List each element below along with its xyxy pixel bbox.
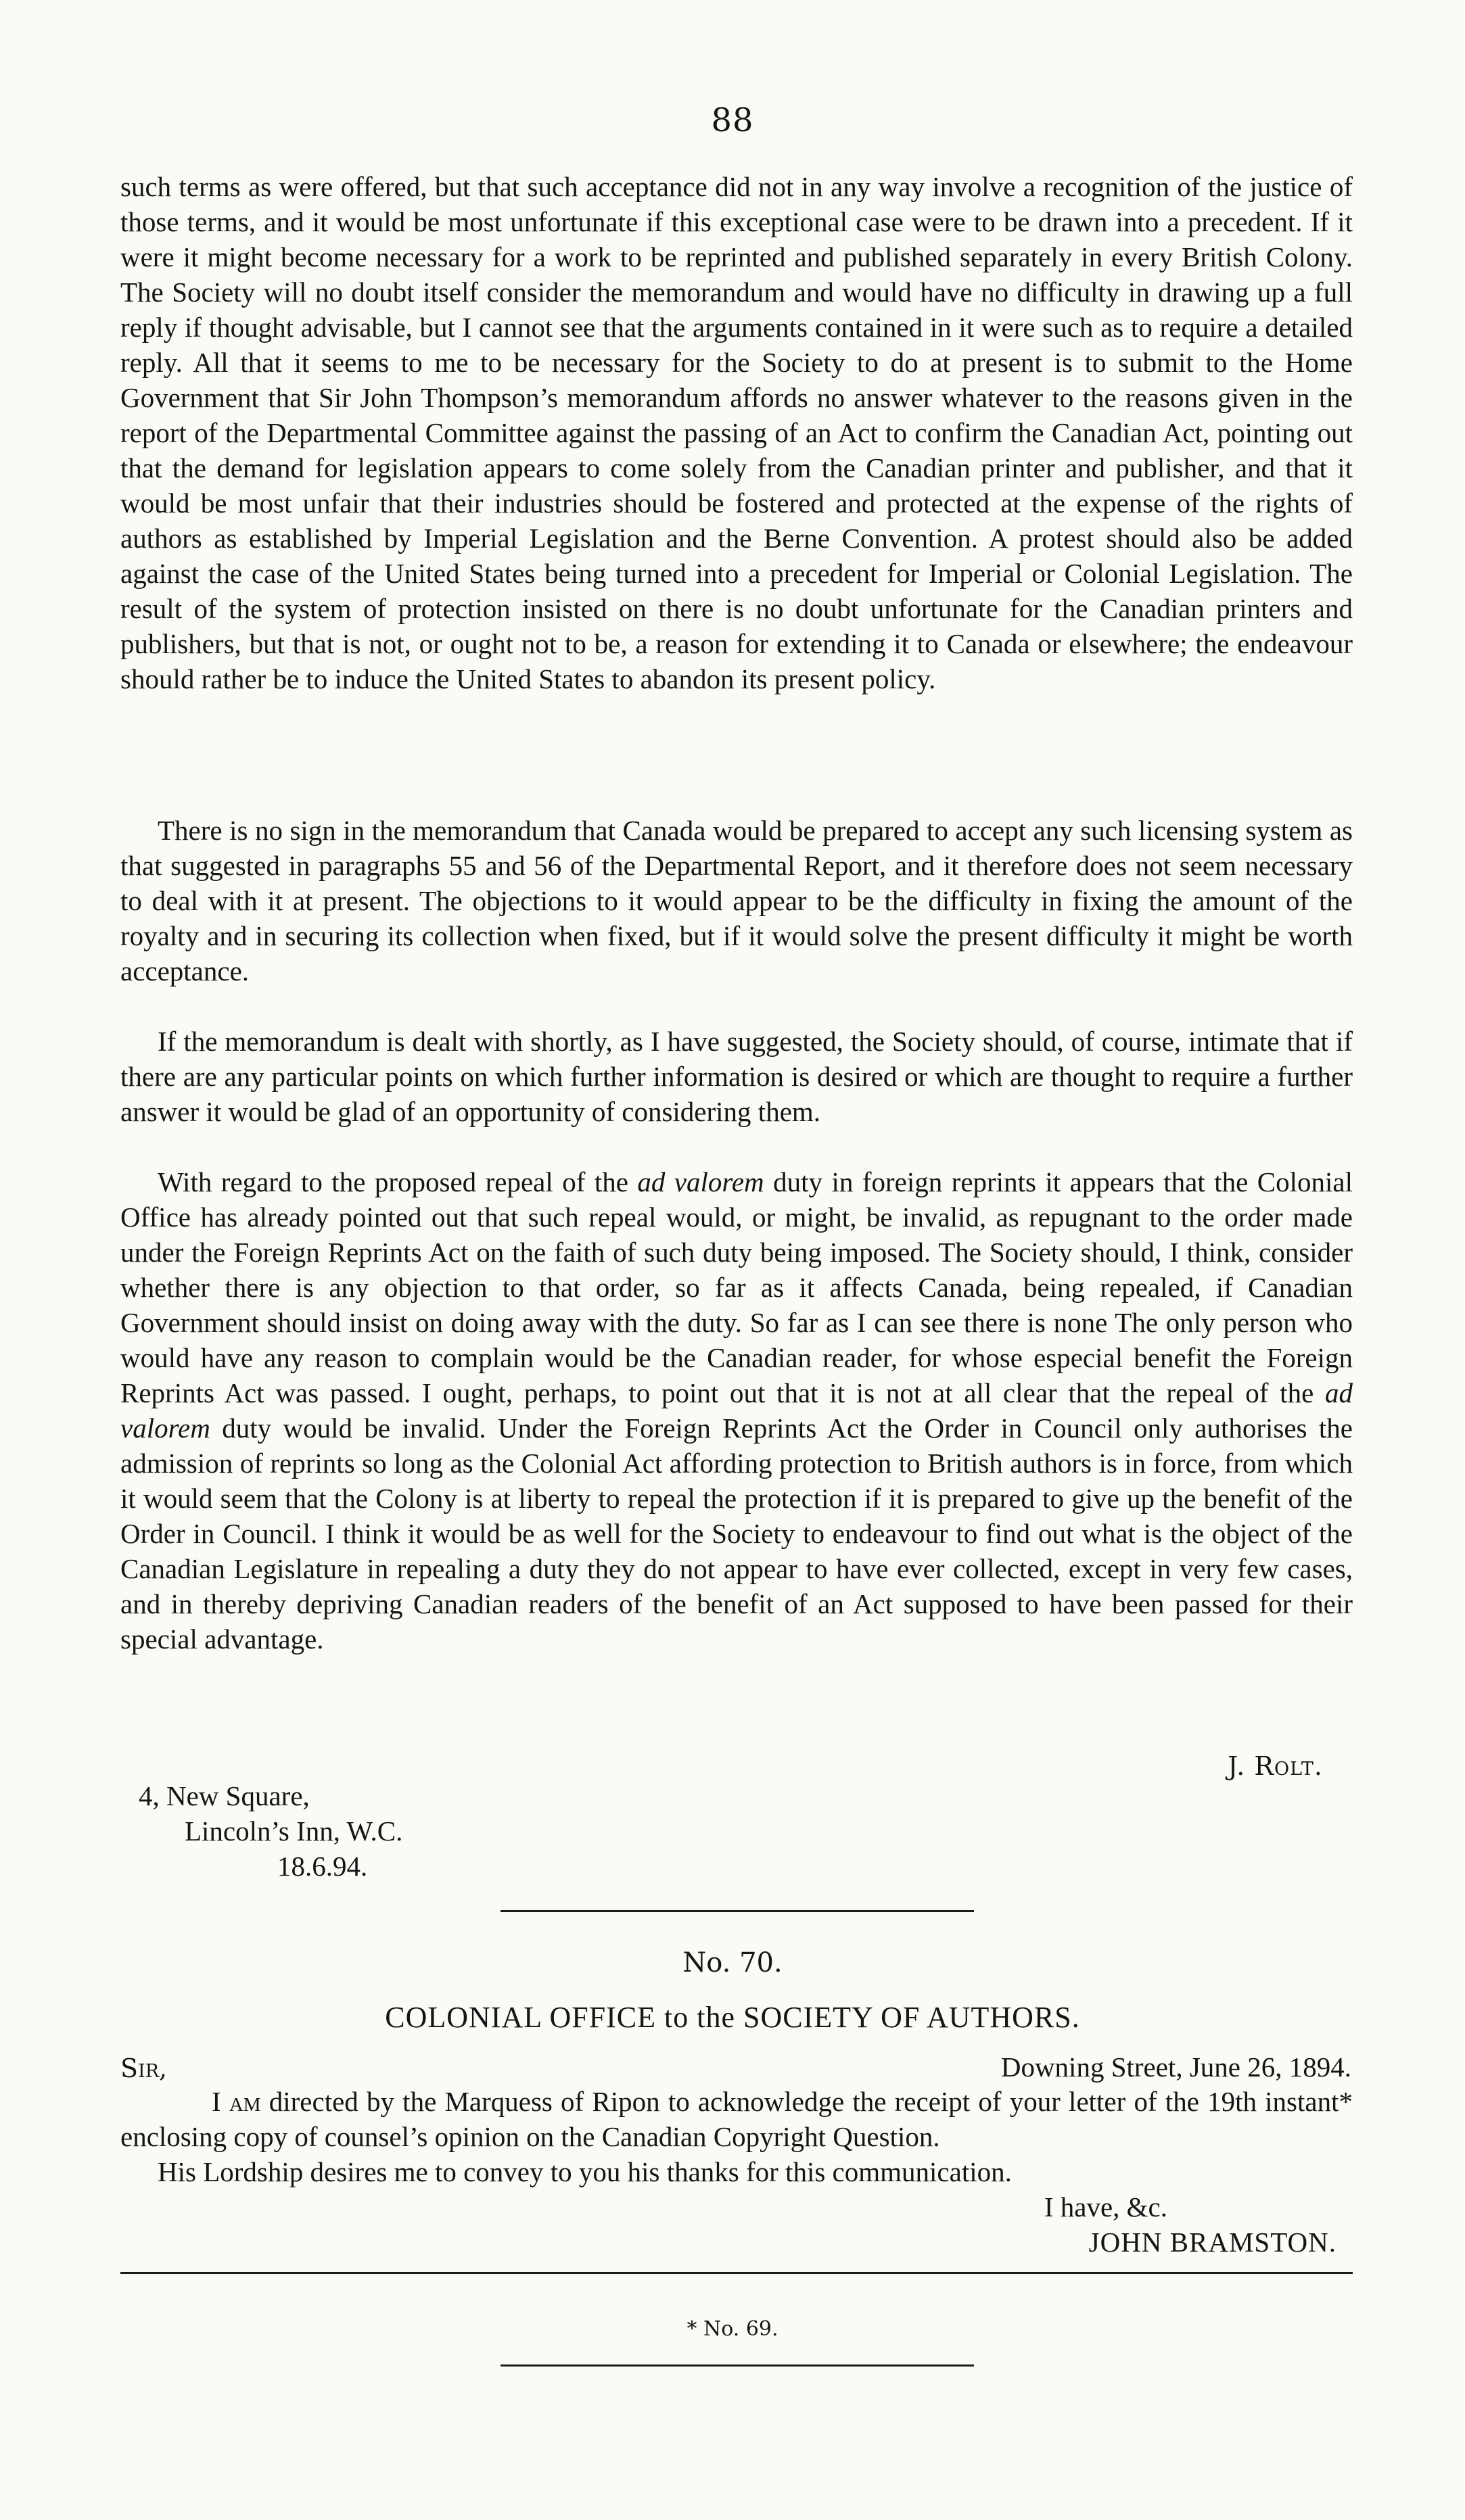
address-line-1: 4, New Square, [139,1780,310,1811]
footnote-divider [120,2272,1353,2274]
memorandum-body [120,169,1353,1727]
footnote: * No. 69. [687,2317,778,2341]
bottom-divider [501,2364,974,2367]
letter-body [120,2084,1353,2189]
letter-paragraph-1 [120,2084,1353,2154]
para4-italic-1: ad valorem [637,1166,764,1197]
page-number: 88 [711,101,754,139]
paragraph-reply: If the memorandum is dealt with shortly, as I have suggested, the Society should, of course, intimate that if there are any particular points on which further information is desired or which are thought to require a further answer it would be glad of an opportunity of considering them. [120,1026,1353,1127]
place-date: Downing Street, June 26, 1894. [1000,2051,1351,2083]
letter-paragraph-2: His Lordship desires me to convey to you his thanks for this communication. [158,2156,1012,2187]
para4-before: With regard to the proposed repeal of the [158,1166,638,1197]
paragraph-ad-valorem [120,1164,1353,1727]
document-number: No. 70. [682,1947,783,1978]
document-heading: COLONIAL OFFICE to the SOCIETY OF AUTHORS. [385,2001,1080,2034]
paragraph-licensing: There is no sign in the memorandum that Canada would be prepared to accept any such licensing system as that suggested in paragraphs 55 and 56 of the Departmental Report, and it therefore does not seem necessary to deal with it at present. The objections to it would appear to be the difficulty in fixing the amount of the royalty and in securing its collection when fixed, but if it would solve the present difficulty it might be worth acceptance. [120,815,1353,986]
section-divider [501,1910,974,1912]
para4-middle: duty in foreign reprints it appears that the Colonial Office has already pointed out that such repeal would, or might, be invalid, as repugnant to the order made under the Foreign Reprints Act on the faith of such duty being imposed. The Society should, I think, consider whether there is any objection to that order, so far as it affects Canada, being repealed, if Canadian Government should insist on doing away with the duty. So far as I can see there is none The only person who would have any reason to complain would be the Canadian reader, for whose especial benefit the Foreign Reprints Act was passed. I ought, perhaps, to point out that it is not at all clear that the repeal of the [120,1166,1353,1408]
para4-after: duty would be invalid. Under the Foreign Reprints Act the Order in Council only authorises the admission of reprints so long as the Colonial Act affording protection to British authors is in force, from which it would seem that the Colony is at liberty to repeal the protection if it is prepared to give up the benefit of the Order in Council. I think it would be as well for the Society to endeavour to find out what is the object of the Canadian Legislature in repealing a duty they do not appear to have ever collected, except in very few cases, and in thereby depriving Canadian readers of the benefit of an Act supposed to have been passed for their special advantage. [120,1412,1353,1655]
address-line-3: 18.6.94. [277,1851,368,1882]
signature-bramston: JOHN BRAMSTON. [1088,2227,1336,2258]
salutation: Sir, [120,2053,168,2083]
address-block [139,1778,402,1884]
signature-rolt: J. Rolt. [1227,1751,1323,1781]
paragraph-continuation: such terms as were offered, but that such acceptance did not in any way involve a recognition of the justice of those terms, and it would be most unfortunate if this exceptional case were to be drawn into a precedent. If it were it might become necessary for a work to be reprinted and published separately in every British Colony. The Society will no doubt itself consider the memorandum and would have no difficulty in drawing up a full reply if thought advisable, but I cannot see that the arguments contained in it were such as to require a detailed reply. All that it seems to me to be necessary for the Society to do at present is to submit to the Home Government that Sir John Thompson’s memorandum affords no answer whatever to the reasons given in the report of the Departmental Committee against the passing of an Act to confirm the Canadian Act, pointing out that the demand for legislation appears to come solely from the Canadian printer and publisher, and that it would be most unfair that their industries should be fostered and protected at the expense of the rights of authors as established by Imperial Legislation and the Berne Convention. A protest should also be added against the case of the United States being turned into a precedent for Imperial or Colonial Legislation. The result of the system of protection insisted on there is no doubt unfortunate for the Canadian printers and publishers, but that is not, or ought not to be, a reason for extending it to Canada or elsewhere; the endeavour should rather be to induce the United States to abandon its present policy. [120,171,1353,694]
para4-italic-2: ad valorem [120,1377,1353,1444]
letter-body-1: directed by the Marquess of Ripon to acknowledge the receipt of your letter of the 19th instant* enclosing copy of counsel’s opinion on the Canadian Copyright Question. [120,2086,1353,2152]
letter-closing: I have, &c. [1044,2191,1167,2222]
address-line-2: Lincoln’s Inn, W.C. [185,1815,403,1847]
letter-opening-small-caps: I am [212,2086,261,2117]
